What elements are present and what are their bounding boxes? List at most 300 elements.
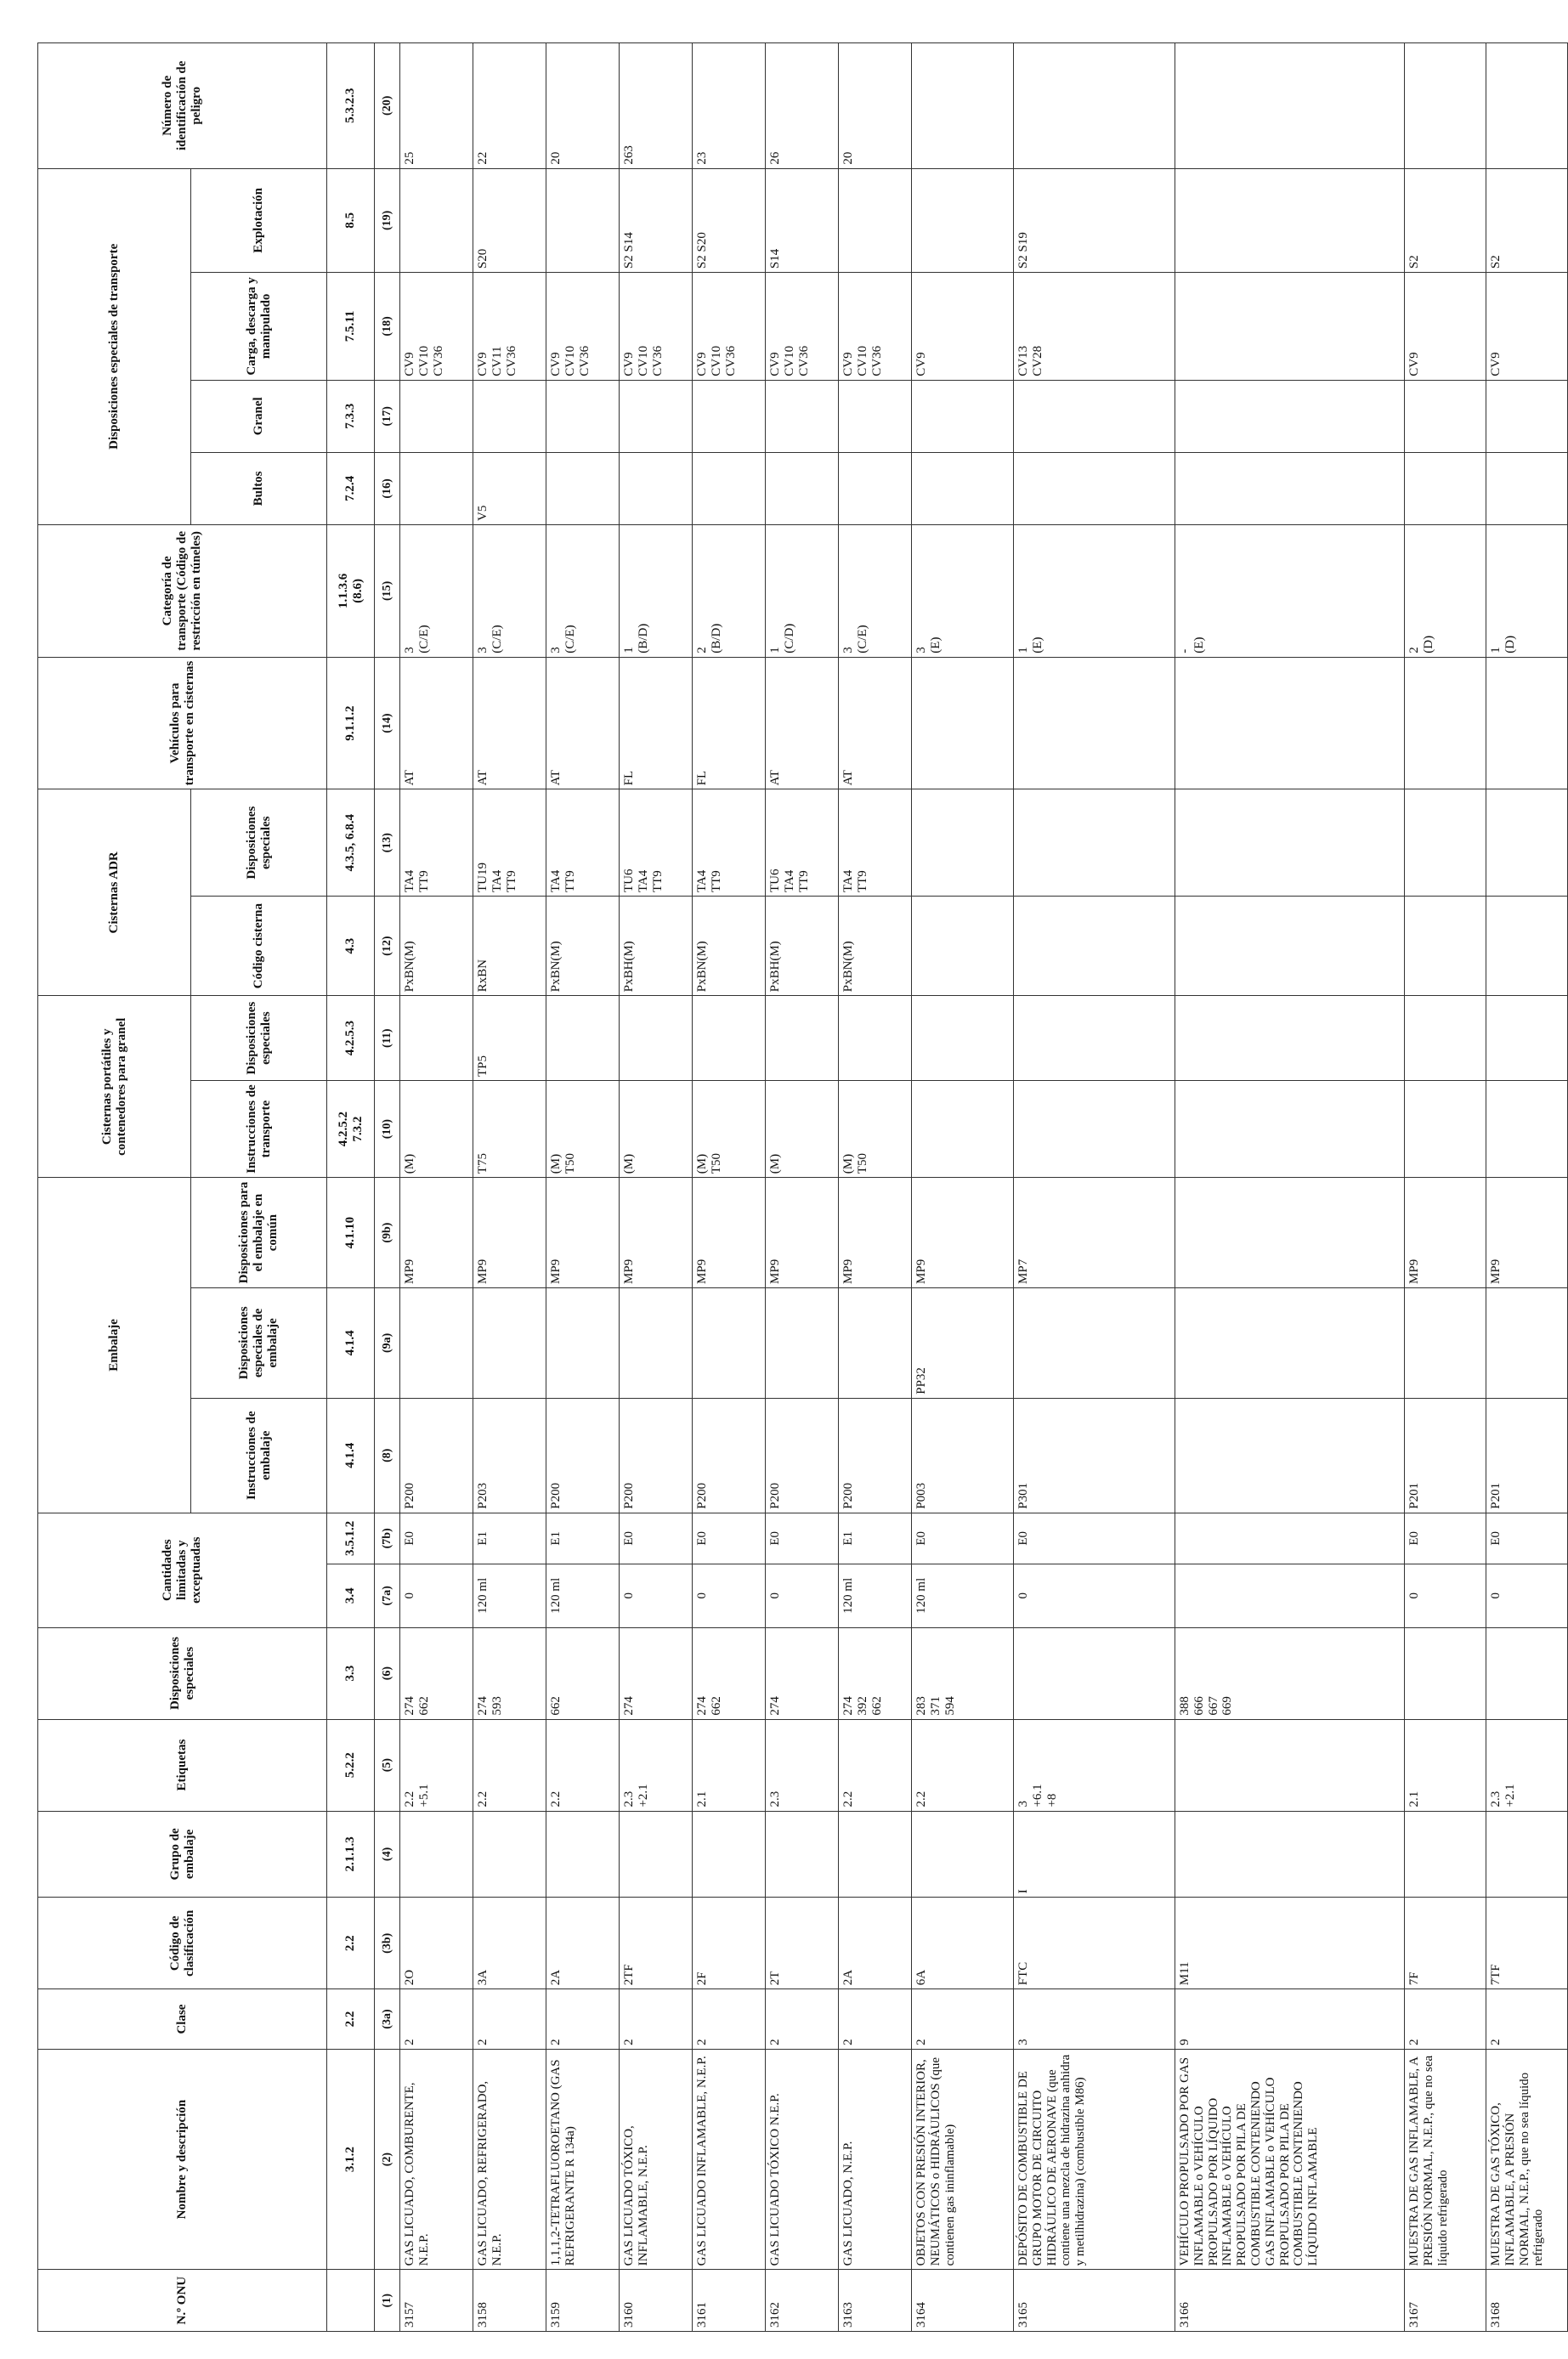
table-cell: M11: [1175, 1898, 1405, 1989]
table-cell: - (E): [1175, 524, 1405, 657]
table-cell: 3 (C/E): [839, 524, 912, 657]
table-cell: [546, 380, 620, 452]
table-cell: [546, 996, 620, 1081]
table-cell: [1175, 1564, 1405, 1627]
table-cell: [1175, 452, 1405, 524]
table-cell: P003: [912, 1398, 1014, 1513]
table-cell: (M): [400, 1081, 473, 1178]
table-cell: 7F: [1405, 1898, 1486, 1989]
table-cell: 20: [839, 43, 912, 169]
table-cell: [1175, 1287, 1405, 1398]
name-cell: MUESTRA DE GAS TÓXICO, INFLAMABLE, A PRESIÓN NORMAL, N.E.P., que no sea líquido refrigerado: [1486, 2049, 1568, 2270]
table-cell: [1175, 1398, 1405, 1513]
table-cell: TA4 TT9: [400, 789, 473, 897]
table-cell: 3 (C/E): [400, 524, 473, 657]
table-cell: [693, 1287, 766, 1398]
reference-cell: 7.5.11: [327, 273, 375, 381]
table-cell: 283 371 594: [912, 1627, 1014, 1719]
table-row: [912, 43, 1014, 2332]
reference-cell: 4.2.5.3: [327, 996, 375, 1081]
table-cell: [1486, 43, 1568, 169]
reference-cell: 4.3.5, 6.8.4: [327, 789, 375, 897]
table-cell: 2.2: [546, 1719, 620, 1811]
table-cell: 388 666 667 669: [1175, 1627, 1405, 1719]
table-cell: 2.3 +2.1: [1486, 1719, 1568, 1811]
table-row: [693, 43, 766, 2332]
table-cell: E0: [1405, 1513, 1486, 1564]
reference-cell: 3.3: [327, 1627, 375, 1719]
name-cell: DEPÓSITO DE COMBUSTIBLE DE GRUPO MOTOR DE CIRCUITO HIDRÁULICO DE AERONAVE (que contiene una mezcla de hidrazina anhidra y metilhidrazina) (combustible M86): [1014, 2049, 1175, 2270]
column-number-cell: (5): [375, 1719, 400, 1811]
column-number-cell: (16): [375, 452, 400, 524]
table-cell: 2TF: [620, 1898, 693, 1989]
table-cell: [473, 380, 546, 452]
header-transport-special: Disposiciones especiales de transporte: [38, 168, 191, 524]
table-cell: 0: [1014, 1564, 1175, 1627]
column-number-cell: (7b): [375, 1513, 400, 1564]
reference-cell: 3.4: [327, 1564, 375, 1627]
column-number-cell: (13): [375, 789, 400, 897]
name-cell: GAS LICUADO, COMBURENTE, N.E.P.: [400, 2049, 473, 2270]
table-cell: 2A: [546, 1898, 620, 1989]
table-cell: 120 ml: [912, 1564, 1014, 1627]
table-cell: MP9: [546, 1178, 620, 1288]
table-cell: 26: [766, 43, 839, 169]
table-cell: T75: [473, 1081, 546, 1178]
column-number-cell: (3b): [375, 1898, 400, 1989]
table-cell: E1: [546, 1513, 620, 1564]
table-cell: AT: [839, 657, 912, 789]
table-cell: AT: [766, 657, 839, 789]
table-cell: [912, 168, 1014, 273]
reference-cell: 4.1.10: [327, 1178, 375, 1288]
table-row: [400, 43, 473, 2332]
reference-cell: 2.2: [327, 1989, 375, 2050]
table-cell: S20: [473, 168, 546, 273]
un-number-cell: 3164: [912, 2270, 1014, 2332]
table-cell: P200: [620, 1398, 693, 1513]
reference-cell: 1.1.3.6 (8.6): [327, 524, 375, 657]
column-number-cell: (1): [375, 2270, 400, 2332]
column-number-cell: (19): [375, 168, 400, 273]
header-pt-instructions: Instrucciones de transporte: [191, 1081, 327, 1178]
table-cell: [1486, 1081, 1568, 1178]
table-cell: 2: [693, 1989, 766, 2050]
table-cell: 120 ml: [839, 1564, 912, 1627]
table-cell: CV9 CV10 CV36: [400, 273, 473, 381]
table-row: [620, 43, 693, 2332]
table-cell: [1175, 1719, 1405, 1811]
reference-cell: 7.3.3: [327, 380, 375, 452]
table-cell: MP9: [839, 1178, 912, 1288]
table-cell: E0: [693, 1513, 766, 1564]
table-cell: AT: [473, 657, 546, 789]
table-cell: [1405, 43, 1486, 169]
name-cell: 1,1,1,2-TETRAFLUOROETANO (GAS REFRIGERANTE R 134a): [546, 2049, 620, 2270]
table-cell: MP9: [766, 1178, 839, 1288]
table-cell: [1405, 1627, 1486, 1719]
table-row: [1014, 43, 1175, 2332]
table-cell: [1405, 1081, 1486, 1178]
table-cell: 25: [400, 43, 473, 169]
table-cell: CV9: [1405, 273, 1486, 381]
name-cell: GAS LICUADO TÓXICO, INFLAMABLE, N.E.P.: [620, 2049, 693, 2270]
table-cell: 3: [1014, 1989, 1175, 2050]
table-cell: 2: [839, 1989, 912, 2050]
table-cell: MP9: [912, 1178, 1014, 1288]
table-cell: E0: [766, 1513, 839, 1564]
name-cell: GAS LICUADO TÓXICO N.E.P.: [766, 2049, 839, 2270]
table-row: [1175, 43, 1405, 2332]
table-cell: [546, 1811, 620, 1898]
table-cell: CV9 CV10 CV36: [693, 273, 766, 381]
table-cell: [1175, 43, 1405, 169]
table-cell: 2: [620, 1989, 693, 2050]
table-cell: [912, 1081, 1014, 1178]
reference-cell: 4.2.5.2 7.3.2: [327, 1081, 375, 1178]
table-cell: [400, 996, 473, 1081]
header-operation: Explotación: [191, 168, 327, 273]
table-cell: CV9 CV10 CV36: [839, 273, 912, 381]
table-cell: CV9: [912, 273, 1014, 381]
table-cell: 7TF: [1486, 1898, 1568, 1989]
column-number-cell: (9a): [375, 1287, 400, 1398]
table-cell: TU19 TA4 TT9: [473, 789, 546, 897]
table-cell: 2O: [400, 1898, 473, 1989]
table-cell: MP9: [473, 1178, 546, 1288]
table-cell: [1175, 789, 1405, 897]
table-cell: V5: [473, 452, 546, 524]
table-cell: [1014, 1081, 1175, 1178]
table-cell: TA4 TT9: [839, 789, 912, 897]
table-cell: [1175, 657, 1405, 789]
table-cell: S2 S19: [1014, 168, 1175, 273]
name-cell: MUESTRA DE GAS INFLAMABLE, A PRESIÓN NORMAL, N.E.P., que no sea líquido refrigerado: [1405, 2049, 1486, 2270]
un-number-cell: 3167: [1405, 2270, 1486, 2332]
table-cell: 9: [1175, 1989, 1405, 2050]
table-cell: 0: [693, 1564, 766, 1627]
table-cell: TA4 TT9: [693, 789, 766, 897]
table-cell: TU6 TA4 TT9: [620, 789, 693, 897]
table-cell: E0: [1014, 1513, 1175, 1564]
table-cell: [839, 380, 912, 452]
table-cell: 22: [473, 43, 546, 169]
table-cell: 0: [1486, 1564, 1568, 1627]
table-cell: E1: [839, 1513, 912, 1564]
un-number-cell: 3163: [839, 2270, 912, 2332]
table-cell: 2: [1405, 1989, 1486, 2050]
table-cell: 2.1: [693, 1719, 766, 1811]
table-cell: (M) T50: [839, 1081, 912, 1178]
table-cell: CV9 CV10 CV36: [546, 273, 620, 381]
table-cell: PxBN(M): [693, 897, 766, 996]
table-cell: [1405, 897, 1486, 996]
table-cell: 120 ml: [473, 1564, 546, 1627]
table-cell: [1486, 657, 1568, 789]
table-cell: S14: [766, 168, 839, 273]
table-cell: P200: [546, 1398, 620, 1513]
header-class: Clase: [38, 1989, 327, 2050]
header-classification-code: Código de clasificación: [38, 1898, 327, 1989]
table-cell: [1014, 897, 1175, 996]
table-cell: [400, 1287, 473, 1398]
table-cell: [1486, 1627, 1568, 1719]
un-number-cell: 3166: [1175, 2270, 1405, 2332]
table-cell: [912, 996, 1014, 1081]
table-cell: [1405, 1287, 1486, 1398]
table-cell: 2 (D): [1405, 524, 1486, 657]
column-number-cell: (8): [375, 1398, 400, 1513]
column-number-cell: (12): [375, 897, 400, 996]
table-cell: TU6 TA4 TT9: [766, 789, 839, 897]
table-cell: 274 662: [400, 1627, 473, 1719]
table-cell: 0: [620, 1564, 693, 1627]
table-row: [1405, 43, 1486, 2332]
table-cell: [1175, 1178, 1405, 1288]
table-cell: [1014, 789, 1175, 897]
header-adr-tanks: Cisternas ADR: [38, 789, 191, 996]
table-cell: [766, 452, 839, 524]
header-special-provisions: Disposiciones especiales: [38, 1627, 327, 1719]
table-cell: 1 (E): [1014, 524, 1175, 657]
table-cell: P203: [473, 1398, 546, 1513]
table-cell: [1486, 380, 1568, 452]
table-cell: (M): [620, 1081, 693, 1178]
table-cell: FL: [620, 657, 693, 789]
table-cell: 274 392 662: [839, 1627, 912, 1719]
table-cell: E0: [1486, 1513, 1568, 1564]
table-cell: [1175, 273, 1405, 381]
column-number-cell: (9b): [375, 1178, 400, 1288]
header-labels: Etiquetas: [38, 1719, 327, 1811]
table-cell: [1405, 657, 1486, 789]
table-cell: [839, 996, 912, 1081]
table-cell: 662: [546, 1627, 620, 1719]
table-cell: 2.2: [473, 1719, 546, 1811]
table-cell: [912, 43, 1014, 169]
table-cell: 2.3 +2.1: [620, 1719, 693, 1811]
table-cell: P201: [1486, 1398, 1568, 1513]
table-cell: 274 662: [693, 1627, 766, 1719]
column-number-cell: (3a): [375, 1989, 400, 2050]
table-cell: [546, 168, 620, 273]
table-cell: [839, 168, 912, 273]
table-cell: CV9: [1486, 273, 1568, 381]
table-cell: E0: [620, 1513, 693, 1564]
table-cell: 0: [400, 1564, 473, 1627]
table-cell: [912, 1811, 1014, 1898]
table-cell: CV9 CV11 CV36: [473, 273, 546, 381]
table-cell: S2: [1486, 168, 1568, 273]
table-cell: [1405, 996, 1486, 1081]
reference-cell: 5.2.2: [327, 1719, 375, 1811]
table-cell: MP9: [1486, 1178, 1568, 1288]
header-packing-special: Disposiciones especiales de embalaje: [191, 1287, 327, 1398]
header-vehicle: Vehículos para transporte en cisternas: [38, 657, 327, 789]
column-number-row: [375, 43, 400, 2332]
table-cell: [839, 452, 912, 524]
table-cell: CV9 CV10 CV36: [766, 273, 839, 381]
table-cell: [1014, 996, 1175, 1081]
table-cell: 274 593: [473, 1627, 546, 1719]
table-cell: [546, 1287, 620, 1398]
table-cell: [1405, 380, 1486, 452]
table-cell: [912, 380, 1014, 452]
table-cell: 2.2: [839, 1719, 912, 1811]
column-number-cell: (17): [375, 380, 400, 452]
table-cell: [1486, 1287, 1568, 1398]
table-cell: PxBN(M): [400, 897, 473, 996]
table-row: [1486, 43, 1568, 2332]
name-cell: VEHÍCULO PROPULSADO POR GAS INFLAMABLE o VEHÍCULO PROPULSADO POR LÍQUIDO INFLAMABLE o VEHÍCULO PROPULSADO POR PILA DE COMBUSTIBLE CONTENIENDO GAS INFLAMABLE o VEHÍCULO PROPULSADO POR PILA DE COMBUSTIBLE CONTENIENDO LÍQUIDO INFLAMABLE: [1175, 2049, 1405, 2270]
table-cell: [693, 1811, 766, 1898]
table-cell: 20: [546, 43, 620, 169]
un-number-cell: 3159: [546, 2270, 620, 2332]
table-cell: [1175, 1513, 1405, 1564]
table-cell: 2.2: [912, 1719, 1014, 1811]
reference-cell: 9.1.1.2: [327, 657, 375, 789]
un-number-cell: 3168: [1486, 2270, 1568, 2332]
un-number-cell: 3162: [766, 2270, 839, 2332]
table-cell: [620, 452, 693, 524]
header-limited-quantities: Cantidades limitadas y exceptuadas: [38, 1513, 327, 1627]
table-cell: [693, 452, 766, 524]
table-cell: [1175, 996, 1405, 1081]
table-cell: 0: [1405, 1564, 1486, 1627]
table-cell: [1014, 1627, 1175, 1719]
name-cell: GAS LICUADO, REFRIGERADO, N.E.P.: [473, 2049, 546, 2270]
table-cell: [839, 1287, 912, 1398]
table-cell: [1175, 1811, 1405, 1898]
table-cell: [693, 380, 766, 452]
table-cell: [1175, 380, 1405, 452]
table-cell: MP9: [400, 1178, 473, 1288]
table-cell: [1405, 452, 1486, 524]
table-cell: 6A: [912, 1898, 1014, 1989]
dangerous-goods-table: [37, 42, 1568, 2332]
table-cell: (M) T50: [546, 1081, 620, 1178]
table-cell: 2F: [693, 1898, 766, 1989]
table-cell: [620, 1811, 693, 1898]
table-cell: [400, 380, 473, 452]
column-number-cell: (10): [375, 1081, 400, 1178]
table-cell: [1405, 789, 1486, 897]
table-cell: PxBN(M): [546, 897, 620, 996]
table-cell: [620, 996, 693, 1081]
table-cell: 3A: [473, 1898, 546, 1989]
table-cell: S2 S20: [693, 168, 766, 273]
table-cell: [766, 1811, 839, 1898]
table-cell: [1486, 1811, 1568, 1898]
table-cell: (M) T50: [693, 1081, 766, 1178]
table-cell: 2: [766, 1989, 839, 2050]
table-cell: TA4 TT9: [546, 789, 620, 897]
table-cell: [400, 1811, 473, 1898]
header-hazard-id: Número de identificación de peligro: [38, 43, 327, 169]
table-cell: MP9: [693, 1178, 766, 1288]
table-cell: 2: [473, 1989, 546, 2050]
reference-cell: 3.5.1.2: [327, 1513, 375, 1564]
header-packages: Bultos: [191, 452, 327, 524]
table-cell: 3 +6.1 +8: [1014, 1719, 1175, 1811]
table-cell: [620, 380, 693, 452]
table-cell: 2: [1486, 1989, 1568, 2050]
table-cell: P200: [693, 1398, 766, 1513]
table-row: [473, 43, 546, 2332]
table-cell: [1014, 380, 1175, 452]
table-cell: FL: [693, 657, 766, 789]
table-cell: MP9: [620, 1178, 693, 1288]
table-cell: [473, 1287, 546, 1398]
table-cell: AT: [546, 657, 620, 789]
table-cell: S2 S14: [620, 168, 693, 273]
table-cell: 2: [546, 1989, 620, 2050]
table-row: [766, 43, 839, 2332]
header-portable-tanks: Cisternas portátiles y contenedores para granel: [38, 996, 191, 1178]
table-cell: [1014, 452, 1175, 524]
table-cell: [1486, 452, 1568, 524]
table-cell: [766, 1287, 839, 1398]
table-cell: [839, 1811, 912, 1898]
table-row: [839, 43, 912, 2332]
table-cell: PP32: [912, 1287, 1014, 1398]
table-cell: CV13 CV28: [1014, 273, 1175, 381]
table-cell: [766, 380, 839, 452]
table-cell: [1014, 657, 1175, 789]
column-number-cell: (6): [375, 1627, 400, 1719]
reference-cell: 8.5: [327, 168, 375, 273]
table-cell: P200: [766, 1398, 839, 1513]
table-cell: 263: [620, 43, 693, 169]
table-cell: 2A: [839, 1898, 912, 1989]
table-cell: MP7: [1014, 1178, 1175, 1288]
table-body: [327, 43, 1568, 2332]
table-cell: 274: [620, 1627, 693, 1719]
reference-cell: 4.1.4: [327, 1287, 375, 1398]
table-cell: 3 (C/E): [546, 524, 620, 657]
table-cell: 1 (C/D): [766, 524, 839, 657]
table-cell: [1486, 897, 1568, 996]
table-cell: [473, 1811, 546, 1898]
table-cell: [1175, 897, 1405, 996]
column-number-cell: (20): [375, 43, 400, 169]
table-cell: 2.1: [1405, 1719, 1486, 1811]
table-cell: [693, 996, 766, 1081]
reference-row: [327, 43, 375, 2332]
table-cell: 274: [766, 1627, 839, 1719]
table-cell: 2.3: [766, 1719, 839, 1811]
header-mixed-packing: Disposiciones para el embalaje en común: [191, 1178, 327, 1288]
table-row: [546, 43, 620, 2332]
table-cell: PxBN(M): [839, 897, 912, 996]
column-number-cell: (14): [375, 657, 400, 789]
un-number-cell: 3157: [400, 2270, 473, 2332]
column-number-cell: (11): [375, 996, 400, 1081]
column-number-cell: (7a): [375, 1564, 400, 1627]
table-cell: [1014, 43, 1175, 169]
table-cell: [766, 996, 839, 1081]
un-number-cell: 3165: [1014, 2270, 1175, 2332]
reference-cell: 2.1.1.3: [327, 1811, 375, 1898]
header-transport-category: Categoría de transporte (Código de restricción en túneles): [38, 524, 327, 657]
reference-cell: 4.3: [327, 897, 375, 996]
table-cell: [1405, 1811, 1486, 1898]
reference-cell: 2.2: [327, 1898, 375, 1989]
table-cell: 2.2 +5.1: [400, 1719, 473, 1811]
table-cell: P200: [839, 1398, 912, 1513]
table-cell: [1175, 168, 1405, 273]
table-cell: P200: [400, 1398, 473, 1513]
